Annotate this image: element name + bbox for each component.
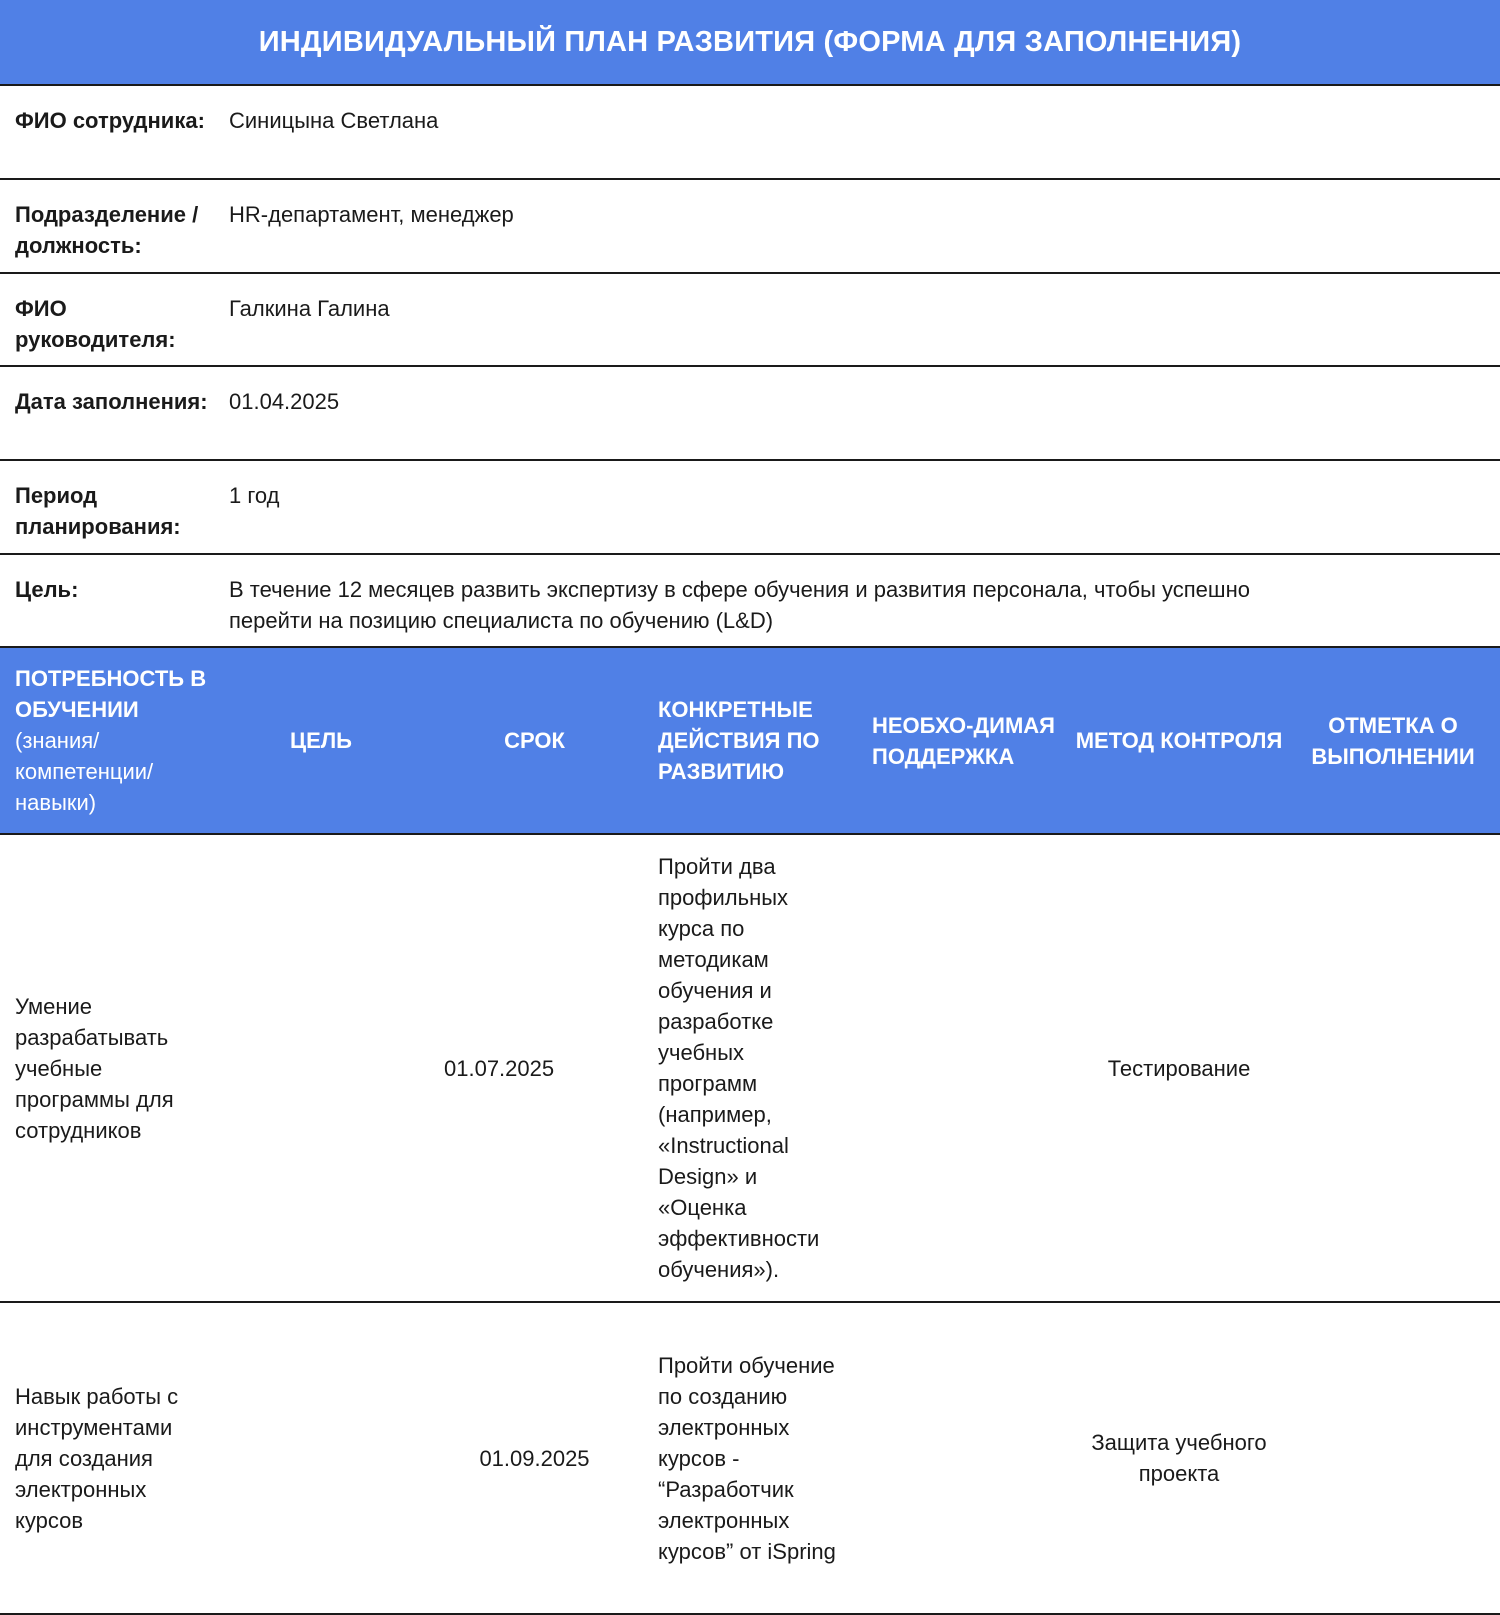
cell-need: Навык работы с инструментами для создания электронных курсов xyxy=(15,1383,179,1533)
header-need xyxy=(15,648,215,833)
info-row-employee xyxy=(0,86,1500,180)
table-row xyxy=(0,835,1500,1303)
info-value: HR-департамент, менеджер xyxy=(229,202,514,227)
info-row-goal xyxy=(0,555,1500,648)
header-control: МЕТОД КОНТРОЛЯ xyxy=(1075,728,1283,753)
info-value: 01.04.2025 xyxy=(229,389,340,414)
cell-deadline: 01.09.2025 xyxy=(479,1445,590,1471)
info-row-date xyxy=(0,367,1500,461)
plan-table-header xyxy=(0,648,1500,835)
header-need-main: ПОТРЕБНОСТЬ В ОБУЧЕНИИ xyxy=(15,666,207,722)
table-row xyxy=(0,1303,1500,1615)
info-label: Период планирования: xyxy=(15,483,181,539)
cell-support xyxy=(872,1303,1057,1613)
cell-deadline: 01.07.2025 xyxy=(444,1055,555,1081)
cell-control: Тестирование xyxy=(1107,1055,1251,1081)
cell-actions: Пройти два профильных курса по методикам обучения и разработке учебных программ (например, «Instructional Design» и «Оценка эффективности обучения»). xyxy=(658,854,820,1282)
info-value: Синицына Светлана xyxy=(229,108,439,133)
info-label: ФИО руководителя: xyxy=(15,296,176,352)
info-label: ФИО сотрудника: xyxy=(15,108,205,133)
cell-control: Защита учебного проекта xyxy=(1091,1430,1267,1486)
info-value: Галкина Галина xyxy=(229,296,390,321)
cell-done xyxy=(1286,1303,1500,1613)
cell-support xyxy=(872,835,1057,1301)
cell-goal xyxy=(215,1303,427,1613)
page-title: ИНДИВИДУАЛЬНЫЙ ПЛАН РАЗВИТИЯ (ФОРМА ДЛЯ ЗАПОЛНЕНИЯ) xyxy=(0,0,1500,86)
info-value: 1 год xyxy=(229,483,280,508)
header-deadline: СРОК xyxy=(504,728,565,753)
info-label: Цель: xyxy=(15,577,79,602)
info-row-period xyxy=(0,461,1500,555)
cell-need: Умение разрабатывать учебные программы для сотрудников xyxy=(15,993,174,1143)
cell-done xyxy=(1286,835,1500,1301)
info-label: Дата заполнения: xyxy=(15,389,208,414)
header-goal: ЦЕЛЬ xyxy=(290,728,352,753)
info-row-manager xyxy=(0,274,1500,367)
info-value: В течение 12 месяцев развить экспертизу в сфере обучения и развития персонала, чтобы успешно перейти на позицию специалиста по обучению (L&D) xyxy=(229,577,1250,633)
header-done: ОТМЕТКА О ВЫПОЛНЕНИИ xyxy=(1311,712,1475,769)
info-label: Подразделение /должность: xyxy=(15,202,199,258)
header-need-sub: (знания/ компетенции/ навыки) xyxy=(15,728,154,815)
cell-actions: Пройти обучение по созданию электронных курсов - “Разработчик электронных курсов” от iSpring xyxy=(658,1352,836,1564)
header-support: НЕОБХО-ДИМАЯ ПОДДЕРЖКА xyxy=(872,712,1055,769)
cell-goal xyxy=(215,835,427,1301)
header-actions: КОНКРЕТНЫЕ ДЕЙСТВИЯ ПО РАЗВИТИЮ xyxy=(658,697,820,784)
info-row-department xyxy=(0,180,1500,274)
